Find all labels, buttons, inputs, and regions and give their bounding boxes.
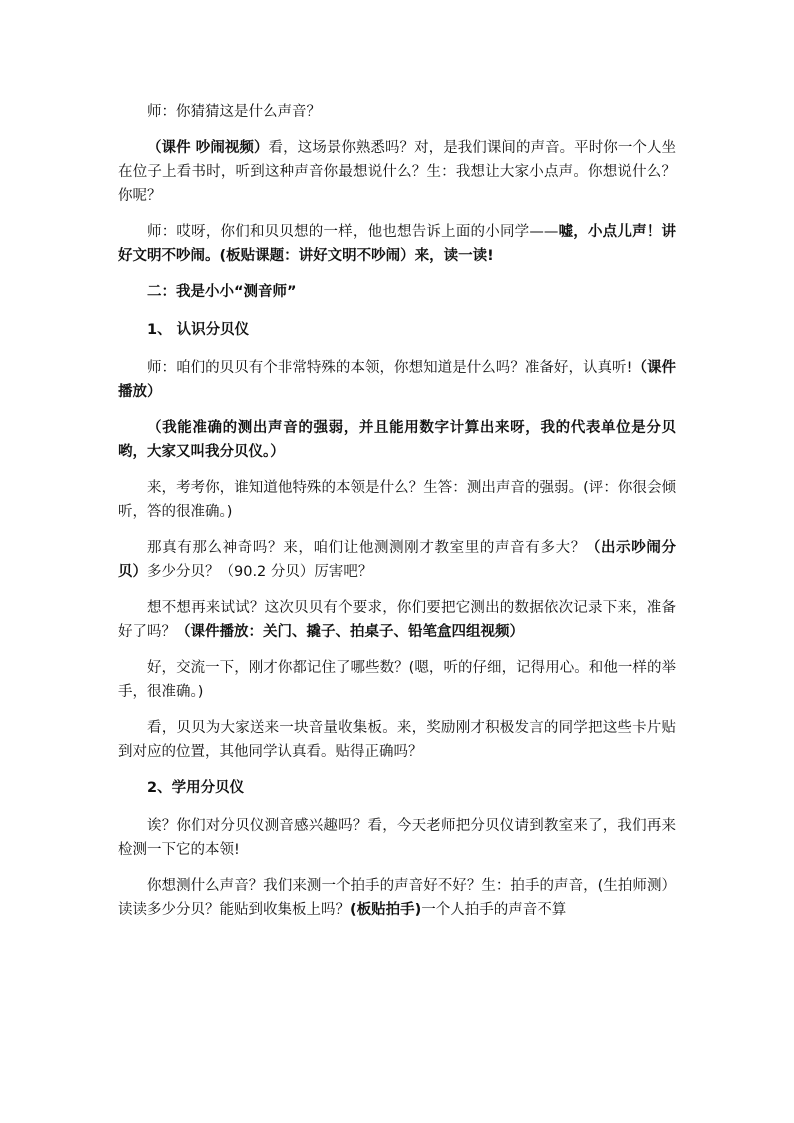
bold-text-run: (板贴拍手) (350, 902, 422, 918)
text-run: 看，贝贝为大家送来一块音量收集板。来，奖励刚才积极发言的同学把这些卡片贴到对应的位置，其他同学认真看。贴得正确吗？ (118, 720, 676, 760)
section-heading (118, 280, 676, 304)
text-run: 多少分贝？（90.2 分贝）厉害吧？ (147, 564, 373, 580)
text-run: 好，交流一下，刚才你都记住了哪些数？(嗯，听的仔细，记得用心。和他一样的举手，很准确。) (118, 660, 676, 700)
text-run: 师：你猜猜这是什么声音？ (147, 104, 321, 120)
paragraph (118, 716, 676, 764)
paragraph (118, 100, 676, 124)
bold-text-run: （课件 吵闹视频） (147, 140, 269, 156)
paragraph (118, 220, 676, 268)
bold-text-run: 2、学用分贝仪 (147, 780, 245, 796)
bold-text-run: 1、 认识分贝仪 (147, 322, 250, 338)
paragraph (118, 356, 676, 404)
text-run: 一个人拍手的声音不算 (421, 902, 567, 918)
text-run: 诶？你们对分贝仪测音感兴趣吗？看，今天老师把分贝仪请到教室来了，我们再来检测一下它的本领! (118, 818, 676, 858)
paragraph (118, 874, 676, 922)
text-run: 师：哎呀，你们和贝贝想的一样，他也想告诉上面的小同学—— (147, 224, 559, 240)
text-run: 想不想再来试试？这次贝贝有个要求，你们要把它测出的数据依次记录下来，准备好了吗？ (118, 600, 676, 640)
bold-text-run: （出示吵闹分贝） (118, 540, 677, 580)
bold-text-run: （课件播放） (118, 360, 677, 400)
paragraph (118, 596, 676, 644)
section-heading (118, 318, 676, 342)
paragraph (118, 656, 676, 704)
text-run: 师：咱们的贝贝有个非常特殊的本领，你想知道是什么吗？准备好，认真听! (147, 360, 633, 376)
bold-text-run: 嘘，小点儿声！讲好文明不吵闹。(板贴课题：讲好文明不吵闹）来，读一读! (118, 224, 677, 264)
bold-text-run: 二：我是小小“测音师” (147, 284, 297, 300)
bold-text-run: （课件播放：关门、撬子、拍桌子、铅笔盒四组视频） (176, 624, 524, 640)
paragraph (118, 476, 676, 524)
text-run: 那真有那么神奇吗？来，咱们让他测测刚才教室里的声音有多大？ (147, 540, 586, 556)
paragraph (118, 416, 676, 464)
text-run: 来，考考你，谁知道他特殊的本领是什么？生答：测出声音的强弱。(评：你很会倾听，答的很准确。) (118, 480, 676, 520)
document-page (118, 100, 676, 934)
text-run: 你想测什么声音？我们来测一个拍手的声音好不好？生：拍手的声音，(生拍师测）读读多少分贝？能贴到收集板上吗？ (118, 878, 676, 918)
text-run: 看，这场景你熟悉吗？对，是我们课间的声音。平时你一个人坐在位子上看书时，听到这种声音你最想说什么？生：我想让大家小点声。你想说什么？你呢？ (118, 140, 676, 204)
paragraph (118, 814, 676, 862)
paragraph (118, 136, 676, 208)
bold-text-run: （我能准确的测出声音的强弱，并且能用数字计算出来呀，我的代表单位是分贝哟，大家又叫我分贝仪。） (118, 420, 676, 460)
section-heading (118, 776, 676, 800)
paragraph (118, 536, 676, 584)
